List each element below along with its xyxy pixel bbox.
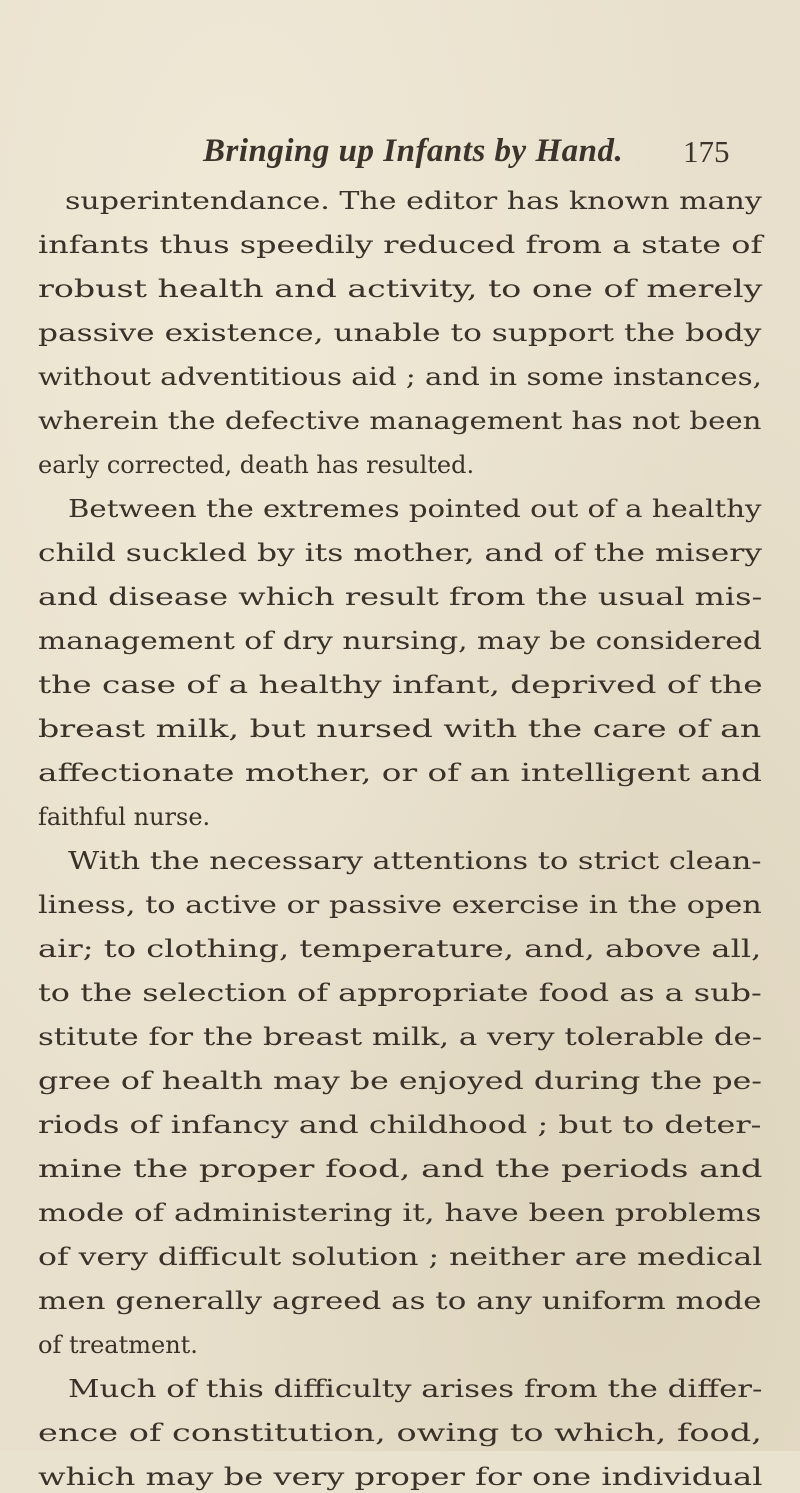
text-line: affectionate mother, or of an intelligent and xyxy=(38,759,762,787)
text-line: which may be very proper for one individual xyxy=(38,1463,763,1491)
text-line: infants thus speedily reduced from a state of xyxy=(38,231,763,259)
text-line: robust health and activity, to one of merely xyxy=(38,275,763,303)
running-title: Bringing up Infants by Hand. xyxy=(203,133,624,169)
text-line: the case of a healthy infant, deprived of the xyxy=(38,671,763,699)
text-line: liness, to active or passive exercise in the open xyxy=(38,891,762,919)
text-line: early corrected, death has resulted. xyxy=(38,451,475,479)
page-number: 175 xyxy=(683,134,730,169)
text-line: stitute for the breast milk, a very tolerable de- xyxy=(38,1023,763,1051)
text-line: riods of infancy and childhood ; but to deter- xyxy=(38,1111,762,1139)
text-line: of very difficult solution ; neither are medical xyxy=(38,1243,763,1271)
text-line: air; to clothing, temperature, and, above all, xyxy=(38,935,762,963)
text-line: superintendance. The editor has known many xyxy=(65,187,762,215)
text-line: and disease which result from the usual mis- xyxy=(38,583,763,611)
text-line: without adventitious aid ; and in some instances, xyxy=(38,363,762,391)
text-line: management of dry nursing, may be considered xyxy=(38,627,762,655)
text-line: breast milk, but nursed with the care of an xyxy=(38,715,762,743)
text-line: gree of health may be enjoyed during the pe- xyxy=(38,1067,763,1095)
text-line: of treatment. xyxy=(38,1331,198,1359)
text-line: child suckled by its mother, and of the misery xyxy=(38,539,762,567)
text-line: mine the proper food, and the periods and xyxy=(38,1155,763,1183)
text-line: wherein the defective management has not been xyxy=(38,407,762,435)
text-line: Much of this difficulty arises from the differ- xyxy=(68,1375,763,1403)
text-line: passive existence, unable to support the body xyxy=(38,319,762,347)
text-line: men generally agreed as to any uniform mode xyxy=(38,1287,762,1315)
text-line: With the necessary attentions to strict clean- xyxy=(68,847,762,875)
text-line: faithful nurse. xyxy=(38,803,211,831)
text-line: Between the extremes pointed out of a healthy xyxy=(68,495,762,523)
text-line: ence of constitution, owing to which, food, xyxy=(38,1419,762,1447)
text-line: mode of administering it, have been problems xyxy=(38,1199,762,1227)
text-line: to the selection of appropriate food as a sub- xyxy=(38,979,762,1007)
running-head xyxy=(0,133,800,177)
